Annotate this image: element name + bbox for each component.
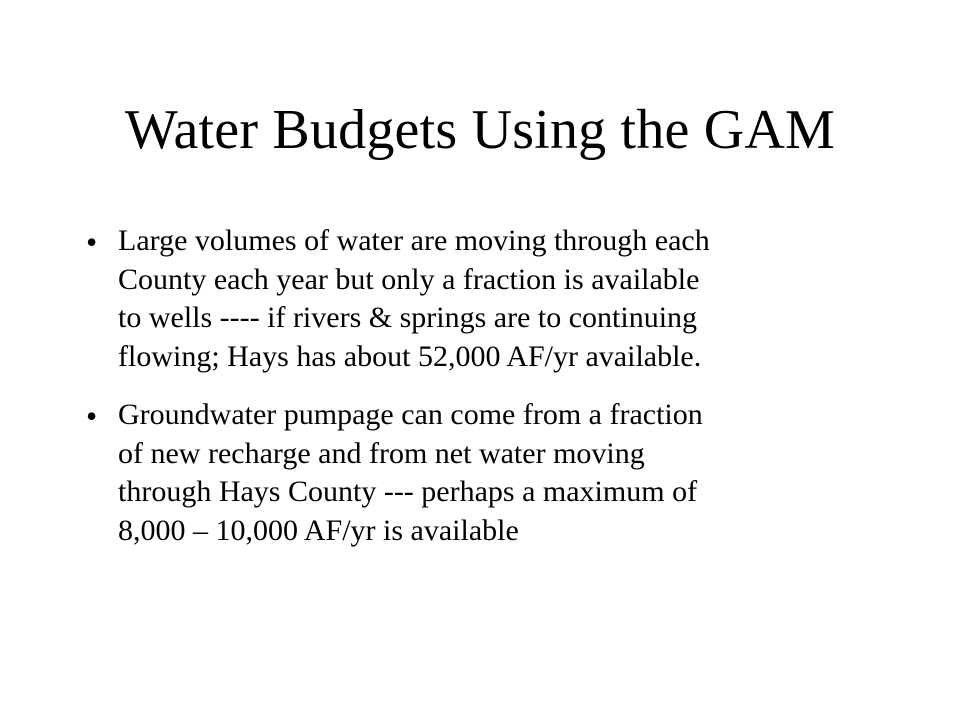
bullet-text: Groundwater pumpage can come from a fraction of new recharge and from net water moving through Hays County --- perhaps a maximum of 8,000 – 10,000 AF/yr is available <box>118 398 703 547</box>
slide-title: Water Budgets Using the GAM <box>124 99 836 161</box>
bullet-list <box>72 222 872 570</box>
bullet-item <box>72 222 872 376</box>
bullet-item <box>72 396 872 550</box>
bullet-text: Large volumes of water are moving through each County each year but only a fraction is available to wells ---- if rivers & springs are to continuing flowing; Hays has about 52,000 AF/yr available. <box>118 224 710 373</box>
bullet-dot-icon: • <box>86 224 98 260</box>
bullet-dot-icon: • <box>86 398 98 434</box>
